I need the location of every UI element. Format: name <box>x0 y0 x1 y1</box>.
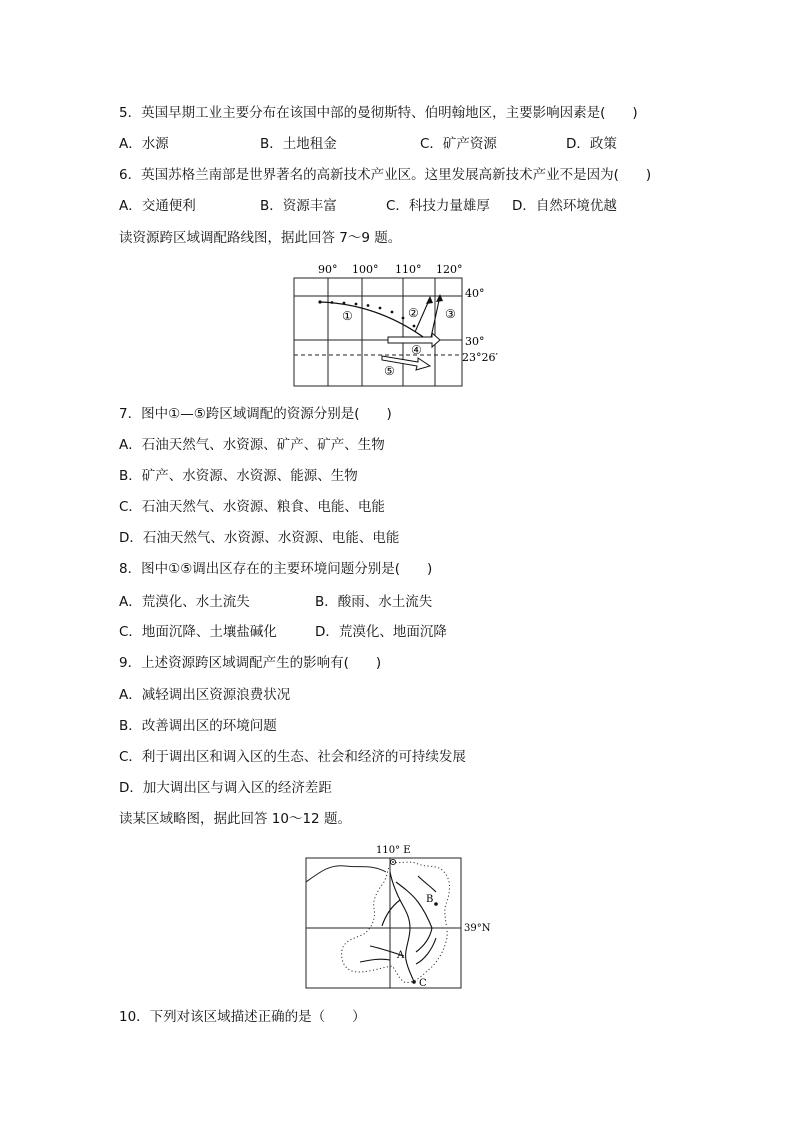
q6-option-a: A．交通便利 <box>119 198 196 214</box>
resource-transfer-map <box>290 260 510 390</box>
map2-lon-label: 110° E <box>376 845 411 856</box>
q8-option-c: C．地面沉降、土壤盐碱化 <box>119 624 277 640</box>
map1-lon-120: 120° <box>436 263 463 276</box>
map1-lon-110: 110° <box>395 263 422 276</box>
q6-option-d: D．自然环境优越 <box>512 198 617 214</box>
q7-stem: 7．图中①—⑤跨区域调配的资源分别是( ) <box>119 406 392 422</box>
q5-option-c: C．矿产资源 <box>420 136 497 152</box>
q5-option-b: B．土地租金 <box>260 136 337 152</box>
q9-option-b: B．改善调出区的环境问题 <box>119 718 277 734</box>
map1-lon-100: 100° <box>352 263 379 276</box>
marker-5: ⑤ <box>384 364 395 378</box>
q5-stem: 5．英国早期工业主要分布在该国中部的曼彻斯特、伯明翰地区，主要影响因素是( ) <box>119 105 638 121</box>
map1-lat-40: 40° <box>465 287 485 300</box>
map2-lat-label: 39°N <box>464 923 491 934</box>
map2-point-b: B <box>426 894 434 905</box>
q9-stem: 9．上述资源跨区域调配产生的影响有( ) <box>119 655 382 671</box>
map2-top-marker-dot <box>392 861 394 863</box>
marker-4: ④ <box>411 343 422 357</box>
q8-stem: 8．图中①⑤调出区存在的主要环境问题分别是( ) <box>119 561 433 577</box>
map1-lon-90: 90° <box>318 263 338 276</box>
map1-lat-30: 30° <box>465 335 485 348</box>
q5-option-d: D．政策 <box>566 136 617 152</box>
q6-option-b: B．资源丰富 <box>260 198 337 214</box>
marker-3: ③ <box>445 307 456 321</box>
route-2-arrowhead <box>426 296 433 304</box>
q7-option-d: D．石油天然气、水资源、水资源、电能、电能 <box>119 530 400 546</box>
marker-2: ② <box>408 306 419 320</box>
map2-dotted-boundary <box>342 862 450 983</box>
q9-option-a: A．减轻调出区资源浪费状况 <box>119 687 291 703</box>
map2-boundary-curve <box>306 866 386 882</box>
map2-point-c-dot <box>412 980 416 984</box>
map2-point-a: A <box>397 950 405 961</box>
q6-option-c: C．科技力量雄厚 <box>386 198 490 214</box>
map2-point-b-dot <box>434 902 438 906</box>
map2-point-c: C <box>419 978 427 989</box>
intro-q10-12: 读某区域略图，据此回答 10～12 题。 <box>119 811 351 827</box>
q8-option-a: A．荒漠化、水土流失 <box>119 594 250 610</box>
q5-option-a: A．水源 <box>119 136 169 152</box>
q7-option-c: C．石油天然气、水资源、粮食、电能、电能 <box>119 499 385 515</box>
q9-option-d: D．加大调出区与调入区的经济差距 <box>119 780 332 796</box>
route-3-arrowhead <box>436 294 443 302</box>
q10-stem: 10．下列对该区域描述正确的是（ ） <box>119 1009 366 1025</box>
q7-option-a: A．石油天然气、水资源、矿产、矿产、生物 <box>119 437 385 453</box>
intro-q7-9: 读资源跨区域调配路线图，据此回答 7～9 题。 <box>119 230 402 246</box>
q7-option-b: B．矿产、水资源、水资源、能源、生物 <box>119 468 358 484</box>
q6-stem: 6．英国苏格兰南部是世界著名的高新技术产业区。这里发展高新技术产业不是因为( ) <box>119 167 652 183</box>
q8-option-d: D．荒漠化、地面沉降 <box>315 624 447 640</box>
marker-1: ① <box>342 309 353 323</box>
q8-option-b: B．酸雨、水土流失 <box>315 594 433 610</box>
region-sketch-map <box>300 842 500 994</box>
q9-option-c: C．利于调出区和调入区的生态、社会和经济的可持续发展 <box>119 749 466 765</box>
map1-frame <box>294 278 462 386</box>
map1-lat-tropic: 23°26′ <box>462 351 498 364</box>
map2-rivers <box>360 872 436 982</box>
